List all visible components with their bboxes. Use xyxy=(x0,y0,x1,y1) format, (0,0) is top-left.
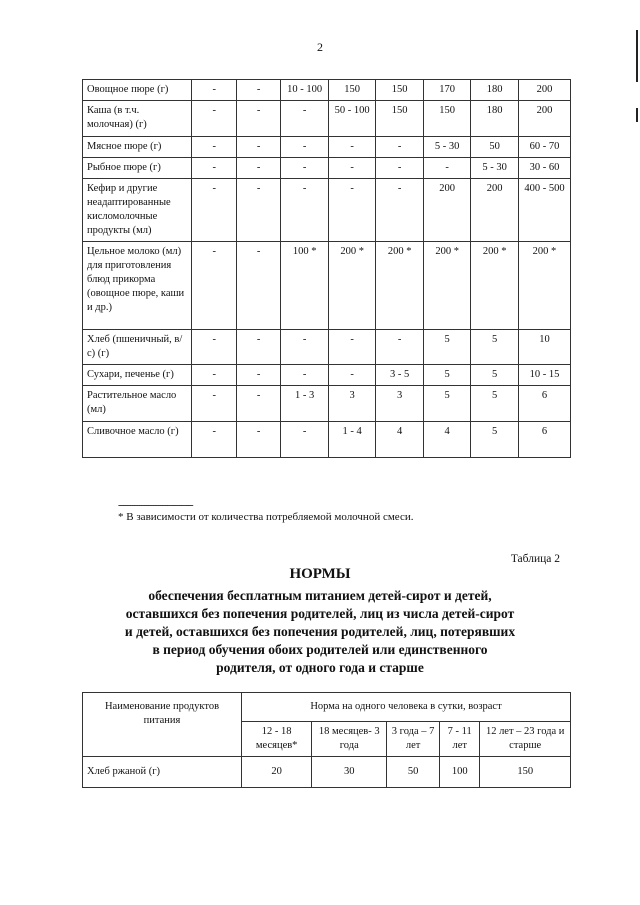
table-2 xyxy=(82,692,571,788)
table-cell: - xyxy=(281,137,329,158)
table-cell: - xyxy=(192,242,236,330)
table-cell: - xyxy=(192,386,236,422)
table-cell: - xyxy=(192,330,236,365)
table-cell: - xyxy=(281,101,329,137)
table-cell: - xyxy=(376,330,424,365)
row-label: Цельное молоко (мл) для приготовления блюд прикорма (овощное пюре, каши и др.) xyxy=(83,242,192,330)
table-cell: 1 - 3 xyxy=(281,386,329,422)
table-cell: 4 xyxy=(423,422,471,458)
page-number: 2 xyxy=(317,40,323,54)
table-cell: - xyxy=(328,365,376,386)
table-cell: - xyxy=(192,179,236,242)
table-cell: - xyxy=(192,422,236,458)
table-cell: 5 - 30 xyxy=(423,137,471,158)
table-row xyxy=(83,137,571,158)
table-cell: - xyxy=(236,158,280,179)
table-cell: 5 xyxy=(423,365,471,386)
table2-header-norm: Норма на одного человека в сутки, возраст xyxy=(242,693,571,722)
row-label: Хлеб (пшеничный, в/с) (г) xyxy=(83,330,192,365)
table-cell: 200 xyxy=(518,101,570,137)
table-cell: - xyxy=(423,158,471,179)
row-label: Каша (в т.ч. молочная) (г) xyxy=(83,101,192,137)
table-cell: - xyxy=(281,330,329,365)
table-cell: 200 * xyxy=(471,242,519,330)
subtitle-line: в период обучения обоих родителей или единственного xyxy=(152,642,488,657)
table-cell: 5 xyxy=(471,330,519,365)
row-label: Сливочное масло (г) xyxy=(83,422,192,458)
table-cell: - xyxy=(328,158,376,179)
table-cell: 5 xyxy=(423,330,471,365)
table2-cell: 50 xyxy=(387,757,440,788)
table-cell: 180 xyxy=(471,80,519,101)
table-cell: 30 - 60 xyxy=(518,158,570,179)
table-cell: - xyxy=(281,179,329,242)
table-cell: - xyxy=(236,101,280,137)
table-cell: 200 xyxy=(471,179,519,242)
subtitle-line: и детей, оставшихся без попечения родителей, лиц, потерявших xyxy=(124,624,516,639)
table-cell: 200 * xyxy=(423,242,471,330)
table-cell: - xyxy=(236,386,280,422)
table-cell: 6 xyxy=(518,386,570,422)
table-cell: - xyxy=(281,365,329,386)
table-row xyxy=(83,386,571,422)
table-cell: - xyxy=(236,137,280,158)
table-cell: - xyxy=(376,137,424,158)
table-cell: - xyxy=(328,179,376,242)
table-cell: 50 xyxy=(471,137,519,158)
table-cell: 200 * xyxy=(518,242,570,330)
table-cell: 200 xyxy=(423,179,471,242)
row-label: Овощное пюре (г) xyxy=(83,80,192,101)
table-cell: - xyxy=(281,422,329,458)
table-cell: - xyxy=(192,80,236,101)
table-cell: 200 * xyxy=(376,242,424,330)
table-cell: 6 xyxy=(518,422,570,458)
table-cell: - xyxy=(236,80,280,101)
table-row xyxy=(83,101,571,137)
table-cell: 150 xyxy=(423,101,471,137)
table-cell: - xyxy=(236,242,280,330)
table2-age-header: 18 месяцев- 3 года xyxy=(312,722,387,757)
document-title: НОРМЫ xyxy=(289,566,351,582)
table-cell: 50 - 100 xyxy=(328,101,376,137)
table-cell: - xyxy=(192,158,236,179)
table-cell: - xyxy=(192,101,236,137)
table-cell: 5 - 30 xyxy=(471,158,519,179)
table2-header-product: Наименование продуктов питания xyxy=(83,693,242,757)
table-cell: 200 * xyxy=(328,242,376,330)
table-1 xyxy=(82,79,571,458)
table-cell: 180 xyxy=(471,101,519,137)
table-cell: 100 * xyxy=(281,242,329,330)
table-cell: 150 xyxy=(376,80,424,101)
table2-age-header: 12 лет – 23 года и старше xyxy=(480,722,571,757)
subtitle-line: обеспечения бесплатным питанием детей-сирот и детей, xyxy=(148,588,492,603)
table-row xyxy=(83,242,571,330)
table-cell: - xyxy=(192,365,236,386)
table-row xyxy=(83,179,571,242)
scan-edge-mark xyxy=(636,108,638,122)
footnote-separator: -------------------------------- xyxy=(118,500,193,511)
table-cell: 3 - 5 xyxy=(376,365,424,386)
table-cell: 10 xyxy=(518,330,570,365)
table-row xyxy=(83,80,571,101)
table-cell: - xyxy=(376,179,424,242)
document-subtitle xyxy=(90,587,550,677)
table2-cell: 100 xyxy=(440,757,480,788)
table-cell: 60 - 70 xyxy=(518,137,570,158)
table-cell: 170 xyxy=(423,80,471,101)
row-label: Кефир и другие неадаптированные кисломолочные продукты (мл) xyxy=(83,179,192,242)
table-cell: - xyxy=(281,158,329,179)
table-cell: 5 xyxy=(471,365,519,386)
table2-age-header: 12 - 18 месяцев* xyxy=(242,722,312,757)
table2-age-header: 3 года – 7 лет xyxy=(387,722,440,757)
table-row xyxy=(83,365,571,386)
table-cell: 400 - 500 xyxy=(518,179,570,242)
table-cell: 5 xyxy=(423,386,471,422)
table2-cell: 30 xyxy=(312,757,387,788)
table-cell: - xyxy=(236,365,280,386)
table-cell: - xyxy=(328,137,376,158)
row-label: Мясное пюре (г) xyxy=(83,137,192,158)
table-cell: - xyxy=(328,330,376,365)
table-cell: 3 xyxy=(376,386,424,422)
table-cell: 3 xyxy=(328,386,376,422)
table-cell: - xyxy=(236,179,280,242)
row-label: Растительное масло (мл) xyxy=(83,386,192,422)
table2-cell: 20 xyxy=(242,757,312,788)
table-cell: 5 xyxy=(471,386,519,422)
table-cell: - xyxy=(236,330,280,365)
table-cell: - xyxy=(236,422,280,458)
table-cell: 1 - 4 xyxy=(328,422,376,458)
table2-row-label: Хлеб ржаной (г) xyxy=(83,757,242,788)
table-cell: 200 xyxy=(518,80,570,101)
table-row xyxy=(83,757,571,788)
table-cell: 4 xyxy=(376,422,424,458)
row-label: Рыбное пюре (г) xyxy=(83,158,192,179)
table2-cell: 150 xyxy=(480,757,571,788)
table-cell: 150 xyxy=(328,80,376,101)
table-cell: 5 xyxy=(471,422,519,458)
footnote: * В зависимости от количества потребляемой молочной смеси. xyxy=(118,511,414,523)
subtitle-line: родителя, от одного года и старше xyxy=(216,660,424,675)
row-label: Сухари, печенье (г) xyxy=(83,365,192,386)
subtitle-line: оставшихся без попечения родителей, лиц из числа детей-сирот xyxy=(125,606,515,621)
table-cell: - xyxy=(192,137,236,158)
table2-age-header: 7 - 11 лет xyxy=(440,722,480,757)
table-cell: - xyxy=(376,158,424,179)
table-cell: 10 - 100 xyxy=(281,80,329,101)
scan-edge-mark xyxy=(636,30,638,82)
table-label: Таблица 2 xyxy=(510,553,560,565)
table-row xyxy=(83,158,571,179)
table-cell: 150 xyxy=(376,101,424,137)
table-cell: 10 - 15 xyxy=(518,365,570,386)
table-row xyxy=(83,422,571,458)
table-row xyxy=(83,330,571,365)
